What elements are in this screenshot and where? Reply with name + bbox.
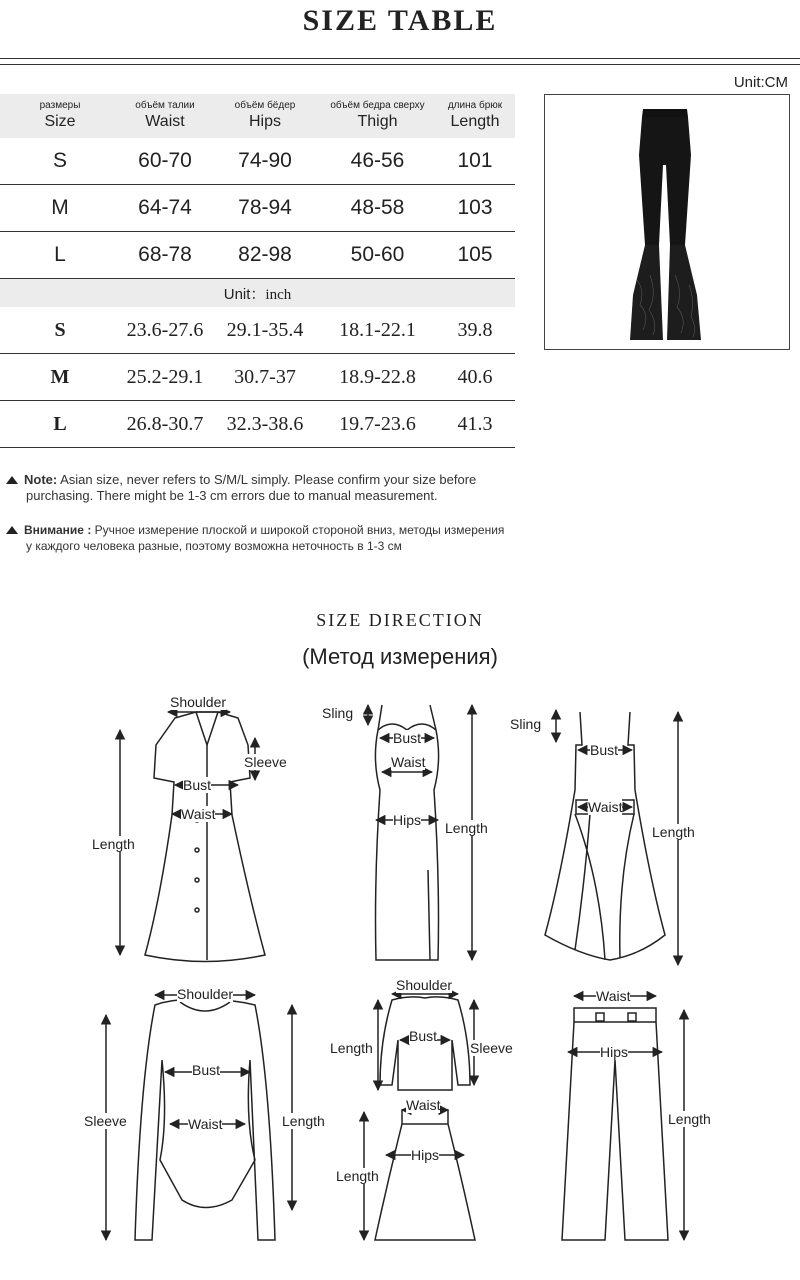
label-length: Length (652, 824, 695, 840)
label-waist: Waist (588, 799, 623, 815)
label-waist: Waist (391, 754, 426, 770)
label-hips: Hips (600, 1044, 629, 1060)
label-sling: Sling (510, 716, 542, 732)
skirt-outline (375, 1110, 475, 1240)
table-row: M 64-74 78-94 48-58 103 (0, 185, 515, 232)
label-length: Length (336, 1168, 379, 1184)
label-waist: Waist (596, 988, 631, 1004)
label-shoulder: Shoulder (170, 694, 227, 710)
note-russian: Внимание : Ручное измерение плоской и широкой стороной вниз, методы измерения у каждого человека разные, поэтому возможна неточность в 1-3 см (6, 522, 504, 554)
label-bust: Bust (409, 1028, 438, 1044)
label-shoulder: Shoulder (177, 986, 234, 1002)
header-thigh: объём бедра сверху Thigh (320, 94, 435, 138)
size-direction-subtitle: (Метод измерения) (302, 644, 498, 669)
header-hips: объём бёдер Hips (210, 94, 320, 138)
label-bust: Bust (183, 777, 212, 793)
table-row: L 26.8-30.7 32.3-38.6 19.7-23.6 41.3 (0, 401, 515, 448)
label-length: Length (445, 820, 488, 836)
shirt-dress-outline (145, 712, 265, 962)
label-bust: Bust (192, 1062, 221, 1078)
header-length: длина брюк Length (435, 94, 515, 138)
page-title: SIZE TABLE (302, 4, 498, 37)
label-bust: Bust (393, 730, 422, 746)
label-waist: Waist (181, 806, 216, 822)
unit-inch-row: Unit：inch (0, 279, 515, 308)
header-waist: объём талии Waist (120, 94, 210, 138)
table-row: L 68-78 82-98 50-60 105 (0, 232, 515, 279)
label-sleeve: Sleeve (244, 754, 287, 770)
label-length: Length (668, 1111, 711, 1127)
label-sleeve: Sleeve (84, 1113, 127, 1129)
label-hips: Hips (411, 1147, 440, 1163)
label-length: Length (282, 1113, 325, 1129)
table-row: M 25.2-29.1 30.7-37 18.9-22.8 40.6 (0, 354, 515, 401)
label-hips: Hips (393, 812, 422, 828)
label-length: Length (330, 1040, 373, 1056)
size-direction-title: SIZE DIRECTION (316, 610, 484, 630)
label-shoulder: Shoulder (396, 977, 453, 993)
label-bust: Bust (590, 742, 619, 758)
unit-cm-label: Unit:CM (733, 74, 788, 91)
note-english: Note: Asian size, never refers to S/M/L simply. Please confirm your size before purchasing. There might be 1-3 cm errors due to manual measurement. (6, 472, 476, 504)
label-sling: Sling (322, 705, 354, 721)
table-row: S 60-70 74-90 46-56 101 (0, 138, 515, 185)
label-length: Length (92, 836, 135, 852)
label-waist: Waist (188, 1116, 223, 1132)
table-row: S 23.6-27.6 29.1-35.4 18.1-22.1 39.8 (0, 307, 515, 354)
header-size: размеры Size (0, 94, 120, 138)
label-waist: Waist (406, 1097, 441, 1113)
label-sleeve: Sleeve (470, 1040, 513, 1056)
pants-outline (562, 1008, 668, 1240)
